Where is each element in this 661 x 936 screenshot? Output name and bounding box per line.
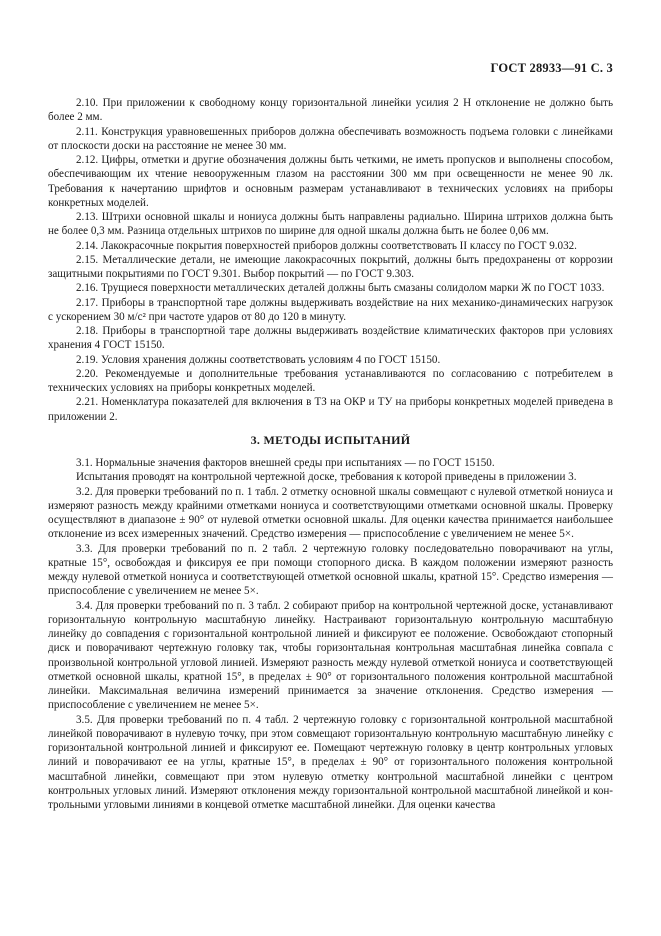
paragraph-3-1: 3.1. Нормальные значения факторов внешней среды при испытаниях — по ГОСТ 15150. bbox=[76, 457, 495, 469]
paragraph-3-2: 3.2. Для проверки требований по п. 1 табл. 2 отметку основной шкалы совмещают с нулевой отметкой нониуса и измеряют разность между крайними отметками нониуса и соответствующими отметками основной шкалы. Проверку осуществляют в диапазоне ± 90° от нулевой отметки основной шкалы. Для оценки качества принимается наибольшее отклонение из всех измеренных значений. Средство измерения — приспособление с увеличением не менее 5×. bbox=[48, 485, 613, 541]
paragraph-2-18: 2.18. Приборы в транспортной таре должны выдерживать воздействие климатических факторов при условиях хранения 4 ГОСТ 15150. bbox=[48, 325, 613, 352]
document-body bbox=[48, 96, 613, 812]
paragraph-2-15: 2.15. Металлические детали, не имеющие лакокрасочных покрытий, должны быть предохранены от коррозии защитными покрытиями по ГОСТ 9.301. Выбор покрытий — по ГОСТ 9.303. bbox=[48, 253, 613, 280]
paragraph-2-12: 2.12. Цифры, отметки и другие обозначения должны быть четкими, не иметь пропусков и выполнены способом, обеспечивающим их чтение невооруженным глазом на расстоянии 300 мм при освещенности не менее 90 лк. Требования к начертанию шрифтов и основным размерам устанавливают в технических условиях на приборы конкретных моделей. bbox=[48, 154, 613, 209]
paragraph-2-10: 2.10. При приложении к свободному концу горизонтальной линейки усилия 2 Н отклонение не должно быть более 2 мм. bbox=[48, 97, 613, 124]
page-header: ГОСТ 28933—91 С. 3 bbox=[490, 61, 613, 75]
paragraph-3-1-tests: Испытания проводят на контрольной чертежной доске, требования к которой приведены в приложении 3. bbox=[76, 471, 577, 484]
paragraph-2-11: 2.11. Конструкция уравновешенных приборов должна обеспечивать возможность подъема головки с линейками от плоскости доски на расстояние не менее 30 мм. bbox=[48, 125, 613, 152]
paragraph-2-13: 2.13. Штрихи основной шкалы и нониуса должны быть направлены радиально. Ширина штрихов должна быть не более 0,3 мм. Разница отдельных штрихов по ширине для одной шкалы должна быть не более 0,06 мм. bbox=[48, 211, 613, 238]
paragraph-3-5: 3.5. Для проверки требований по п. 4 табл. 2 чертежную головку с горизонтальной контрольной масштабной линейкой поворачивают в нулевую точку, при этом совмещают горизонтальную контрольную масштабную линейку с горизонтальной контрольной линией и фиксируют ее. Помещают чертежную головку в центр контрольных угловых линий и поворачивают ее на углы, кратные 15°, в пределах ± 90° от горизонтального положения контрольной масштабной линейки, совмещают при этом нулевую отметку контрольной масштабной линейки с центром контрольных угловых линий. Измеряют отклонения между горизонтальной контрольной масштабной линейкой и контрольными угловыми линиями в концевой отметке масштабной линейки. Для оценки качества bbox=[48, 713, 613, 811]
paragraph-3-3: 3.3. Для проверки требований по п. 2 табл. 2 чертежную головку последовательно поворачивают на углы, кратные 15°, освобождая и фиксируя ее при помощи стопорного диска. В каждом положении измеряют разность между нулевой отметкой нониуса и соответствующей отметкой основной шкалы, кратной 15°. Средство измерения — приспособление с увеличением не менее 5×. bbox=[48, 542, 613, 598]
document-page bbox=[48, 0, 613, 936]
paragraph-2-21: 2.21. Номенклатура показателей для включения в ТЗ на ОКР и ТУ на приборы конкретных моделей приведена в приложении 2. bbox=[48, 396, 613, 423]
section-title: 3. МЕТОДЫ ИСПЫТАНИЙ bbox=[250, 432, 411, 447]
paragraph-2-14: 2.14. Лакокрасочные покрытия поверхностей приборов должны соответствовать II классу по ГОСТ 9.032. bbox=[76, 239, 577, 252]
paragraph-2-17: 2.17. Приборы в транспортной таре должны выдерживать воздействие на них механико-динамических нагрузок с ускорением 30 м/с² при частоте ударов от 80 до 120 в минуту. bbox=[48, 296, 613, 323]
paragraph-2-16: 2.16. Трущиеся поверхности металлических деталей должны быть смазаны солидолом марки Ж по ГОСТ 1033. bbox=[76, 282, 605, 295]
paragraph-2-19: 2.19. Условия хранения должны соответствовать условиям 4 по ГОСТ 15150. bbox=[76, 353, 441, 366]
paragraph-2-20: 2.20. Рекомендуемые и дополнительные требования устанавливаются по согласованию с потребителем в технических условиях на приборы конкретных моделей. bbox=[48, 367, 613, 394]
paragraph-3-4: 3.4. Для проверки требований по п. 3 табл. 2 собирают прибор на контрольной чертежной доске, устанавливают горизонтальную контрольную масштабную линейку. Настраивают горизонтальную контрольную масштабную линейку до совпадения с горизонтальной контрольной линией и фиксируют ее положение. Освобождают стопорный диск и поворачивают чертежную головку так, чтобы горизонтальная контрольная масштабная линейка совпала с произвольной контрольной угловой линией. Измеряют разность между нулевой отметкой нониуса и соответствующей отметкой основной шкалы, кратной 15°, в пределах ± 90° от горизонтального положения контрольной масштабной линейки. Максимальная величина измерений принимается за значение отклонения. Средство измерения — приспособление с увеличением не менее 5×. bbox=[48, 599, 613, 712]
